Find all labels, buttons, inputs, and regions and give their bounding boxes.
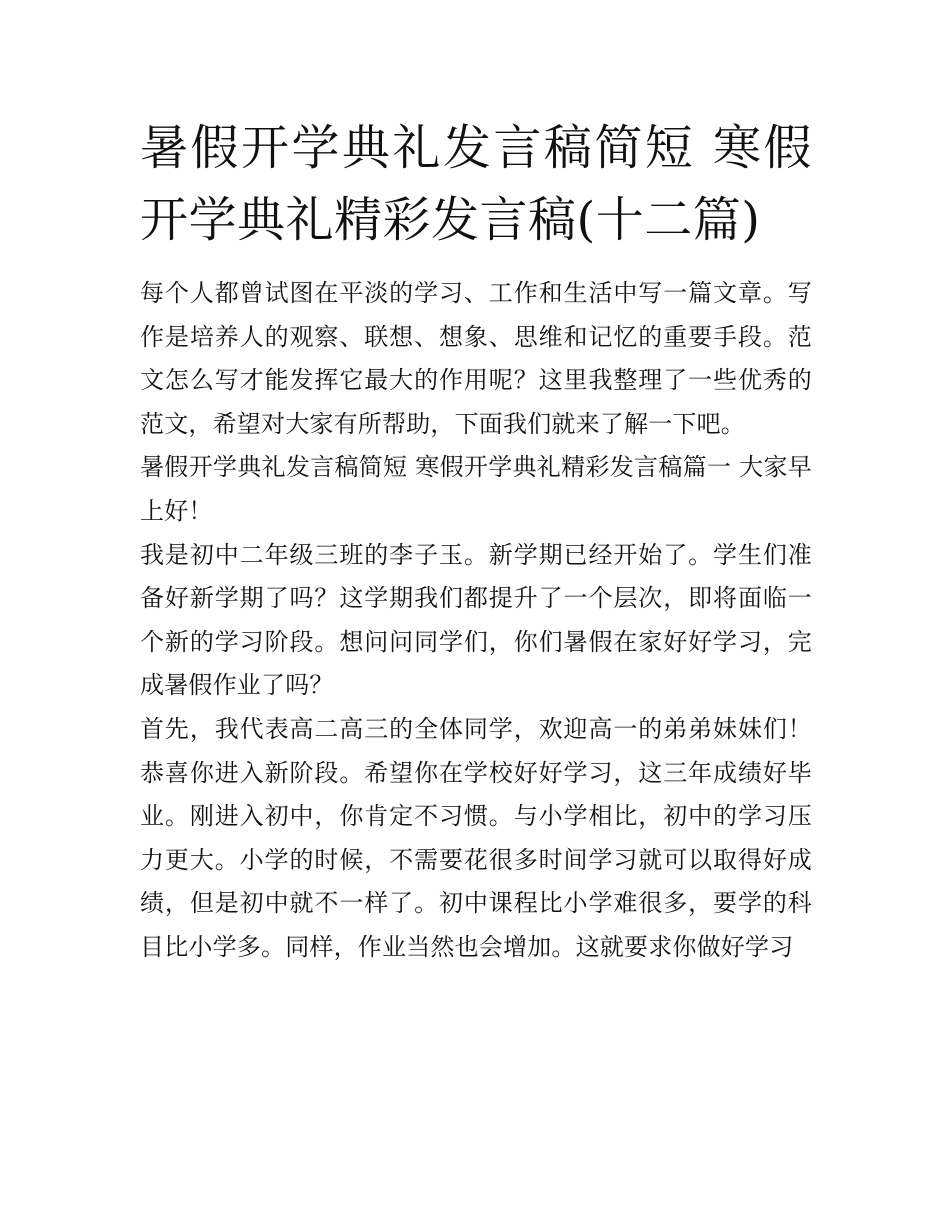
document-page <box>140 112 812 970</box>
document-title: 暑假开学典礼发言稿简短 寒假开学典礼精彩发言稿(十二篇) <box>140 120 812 248</box>
section-heading-paragraph: 暑假开学典礼发言稿简短 寒假开学典礼精彩发言稿篇一 大家早上好！ <box>140 453 812 525</box>
body-paragraph: 我是初中二年级三班的李子玉。新学期已经开始了。学生们准备好新学期了吗？这学期我们都提升了一个层次，即将面临一个新的学习阶段。想问问同学们，你们暑假在家好好学习，完成暑假作业了吗？ <box>140 540 812 700</box>
body-paragraph: 首先，我代表高二高三的全体同学，欢迎高一的弟弟妹妹们！恭喜你进入新阶段。希望你在学校好好学习，这三年成绩好毕业。刚进入初中，你肯定不习惯。与小学相比，初中的学习压力更大。小学的时候，不需要花很多时间学习就可以取得好成绩，但是初中就不一样了。初中课程比小学难很多，要学的科目比小学多。同样，作业当然也会增加。这就要求你做好学习 <box>140 714 812 961</box>
intro-paragraph: 每个人都曾试图在平淡的学习、工作和生活中写一篇文章。写作是培养人的观察、联想、想象、思维和记忆的重要手段。范文怎么写才能发挥它最大的作用呢？这里我整理了一些优秀的范文，希望对大家有所帮助，下面我们就来了解一下吧。 <box>140 279 812 438</box>
